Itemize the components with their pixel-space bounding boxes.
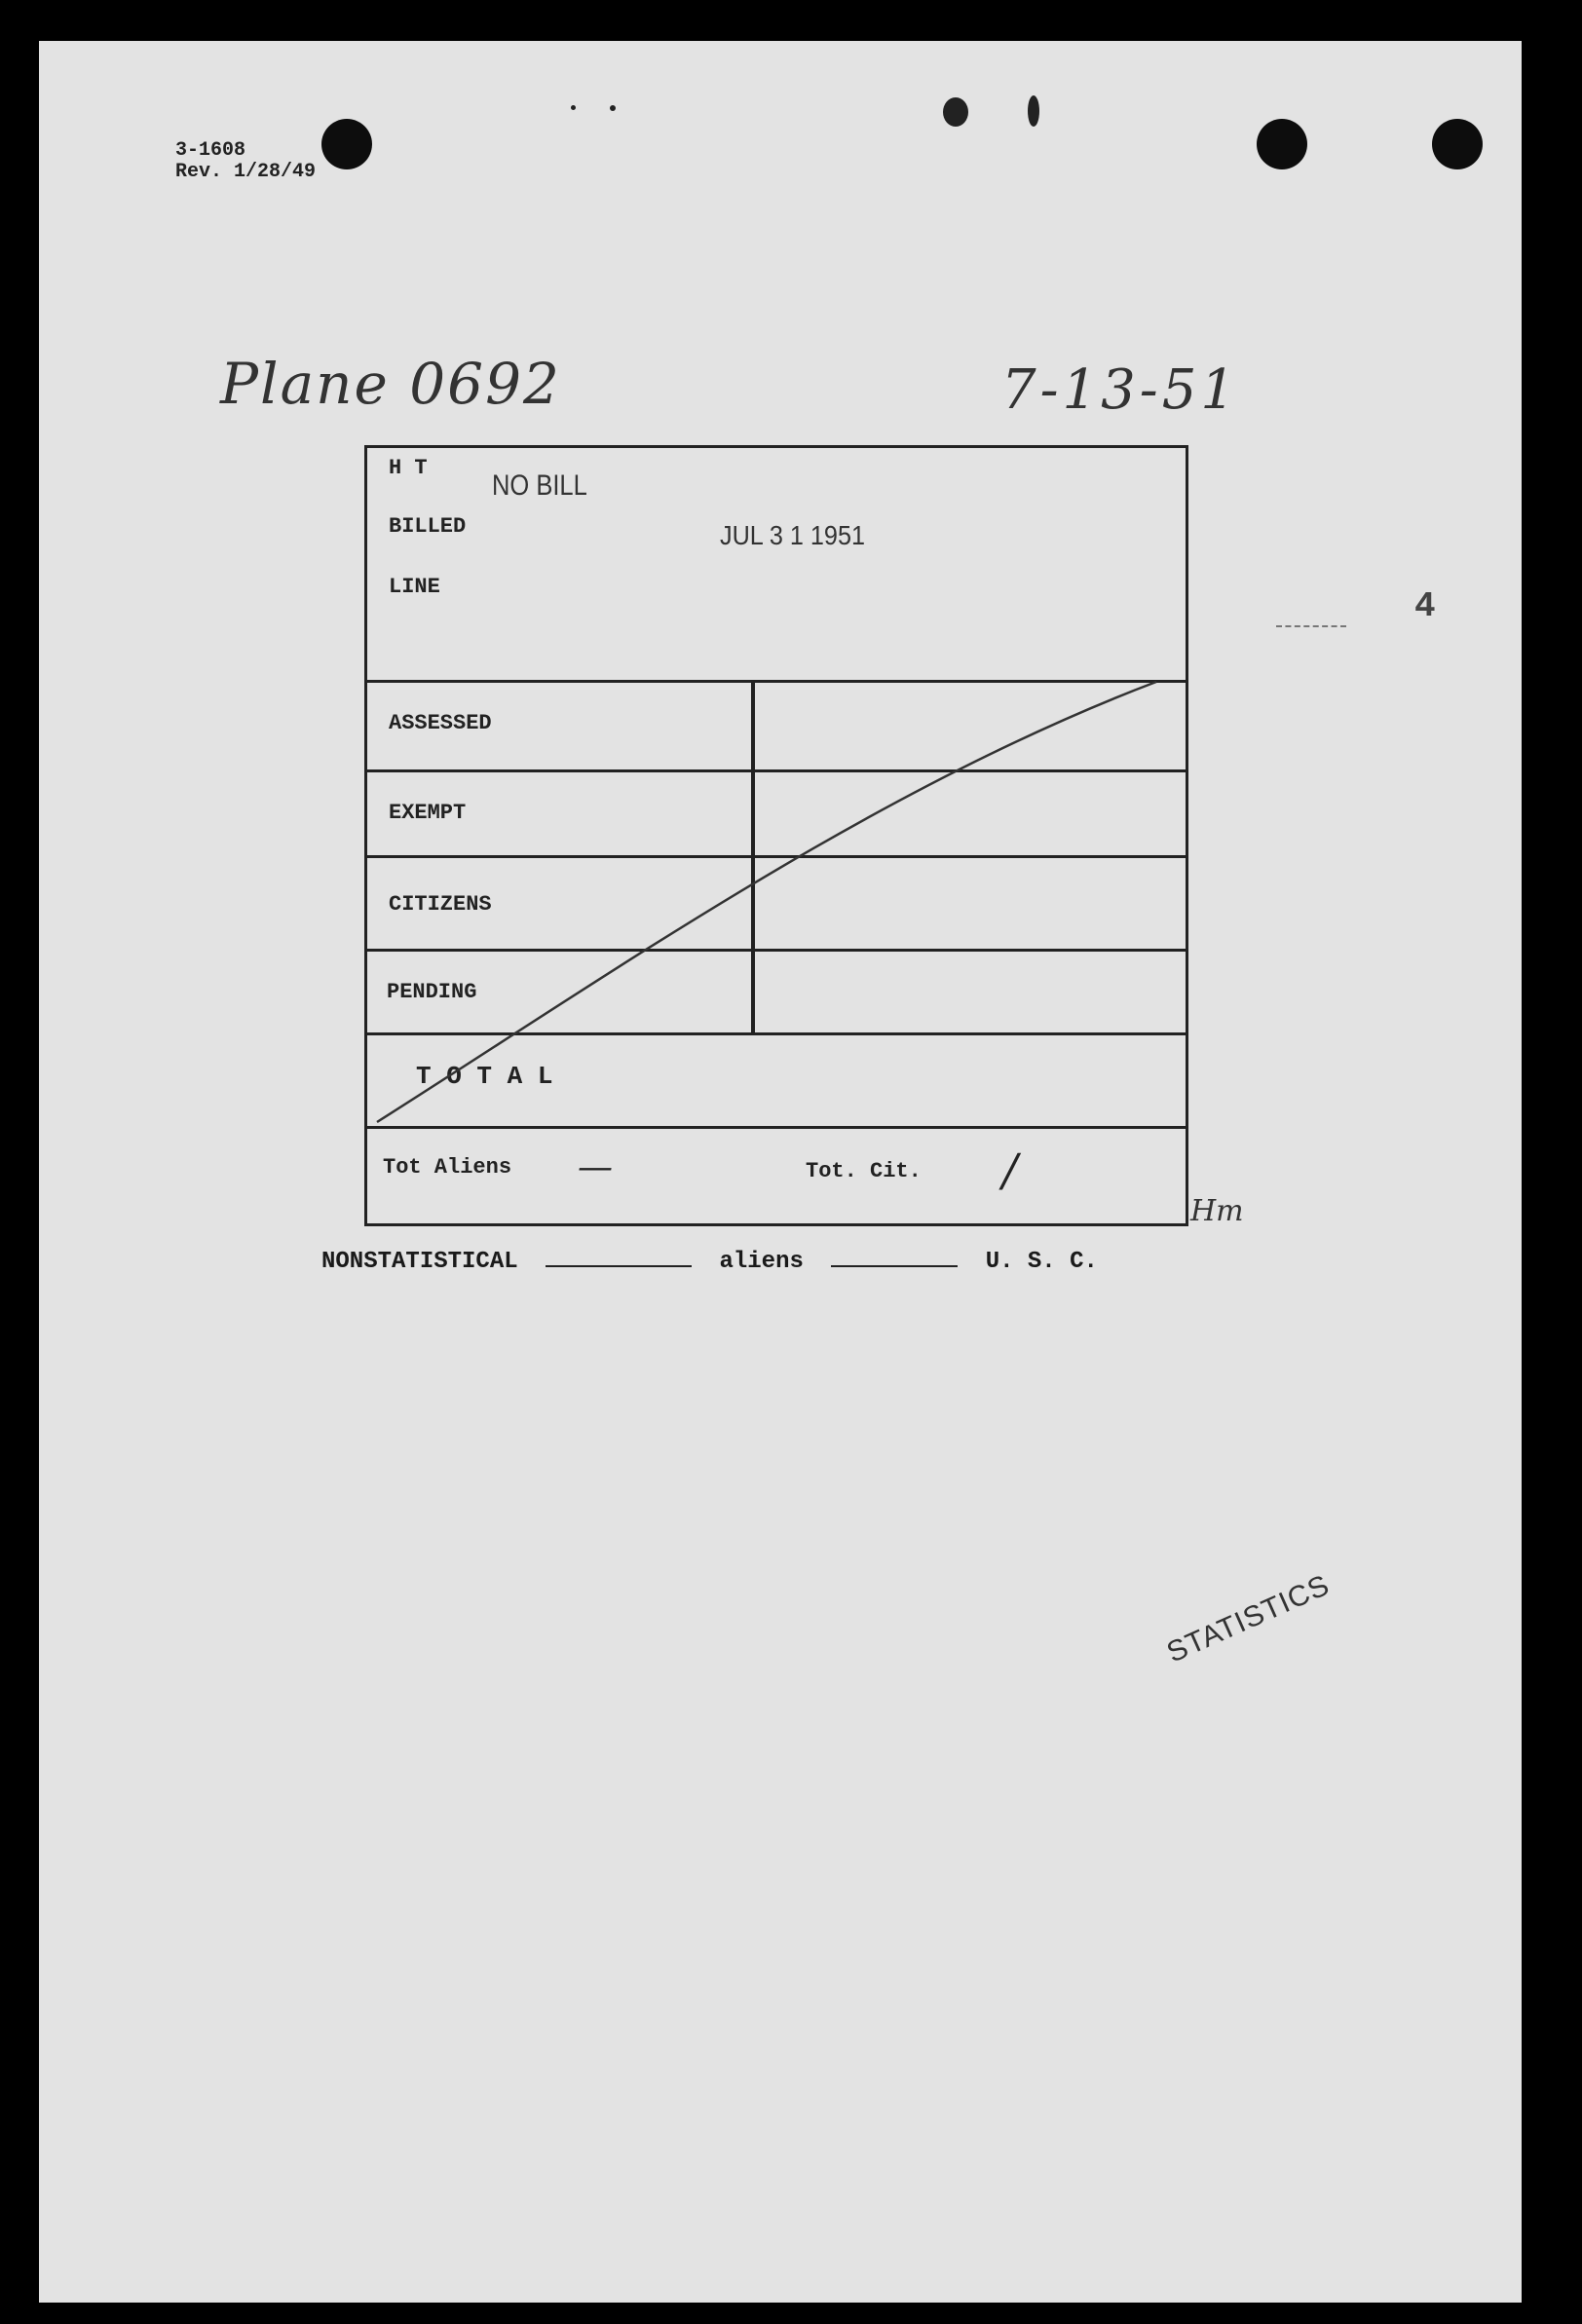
- speck-mark: [1028, 95, 1039, 127]
- row-label-assessed: ASSESSED: [389, 711, 492, 735]
- speck-mark: [610, 105, 616, 111]
- statistics-stamp: STATISTICS: [1162, 1568, 1335, 1669]
- form-revision: Rev. 1/28/49: [175, 161, 317, 183]
- paper-sheet: [39, 41, 1522, 2303]
- speck-mark: [943, 97, 968, 127]
- nonstatistical-aliens-label: aliens: [719, 1249, 804, 1275]
- received-date-stamp: JUL 3 1 1951: [720, 520, 865, 550]
- handwritten-plane-number: Plane 0692: [220, 351, 561, 417]
- side-dash: [1276, 625, 1346, 627]
- no-bill-stamp: NO BILL: [492, 469, 587, 502]
- row-label-ht: H T: [389, 456, 428, 480]
- row-label-citizens: CITIZENS: [389, 892, 492, 917]
- form-code-block: [175, 140, 316, 183]
- row-label-line: LINE: [389, 575, 440, 599]
- nonstatistical-usc-label: U. S. C.: [985, 1249, 1098, 1275]
- total-aliens-label: Tot Aliens: [383, 1155, 512, 1180]
- form-code: 3-1608: [175, 139, 246, 162]
- row-label-pending: PENDING: [387, 980, 477, 1004]
- side-number: 4: [1414, 586, 1436, 626]
- handwritten-date: 7-13-51: [1001, 358, 1239, 422]
- nonstatistical-line: [321, 1249, 1098, 1275]
- handwritten-initials: Hm: [1190, 1194, 1244, 1228]
- punch-hole-left: [321, 119, 372, 169]
- nonstatistical-label: NONSTATISTICAL: [321, 1249, 518, 1275]
- total-aliens-value: —: [578, 1147, 613, 1187]
- nonstatistical-blank: [546, 1265, 692, 1267]
- form-table: [364, 445, 1188, 1226]
- punch-hole-right-2: [1432, 119, 1483, 169]
- row-label-billed: BILLED: [389, 514, 467, 539]
- row-label-exempt: EXEMPT: [389, 801, 467, 825]
- diagonal-cancel-line: [367, 448, 1191, 1229]
- speck-mark: [571, 105, 576, 110]
- total-citizens-value: /: [1002, 1143, 1018, 1196]
- row-label-total: T O T A L: [416, 1062, 553, 1091]
- aliens-blank: [831, 1265, 958, 1267]
- total-citizens-label: Tot. Cit.: [806, 1159, 922, 1183]
- punch-hole-right-1: [1257, 119, 1307, 169]
